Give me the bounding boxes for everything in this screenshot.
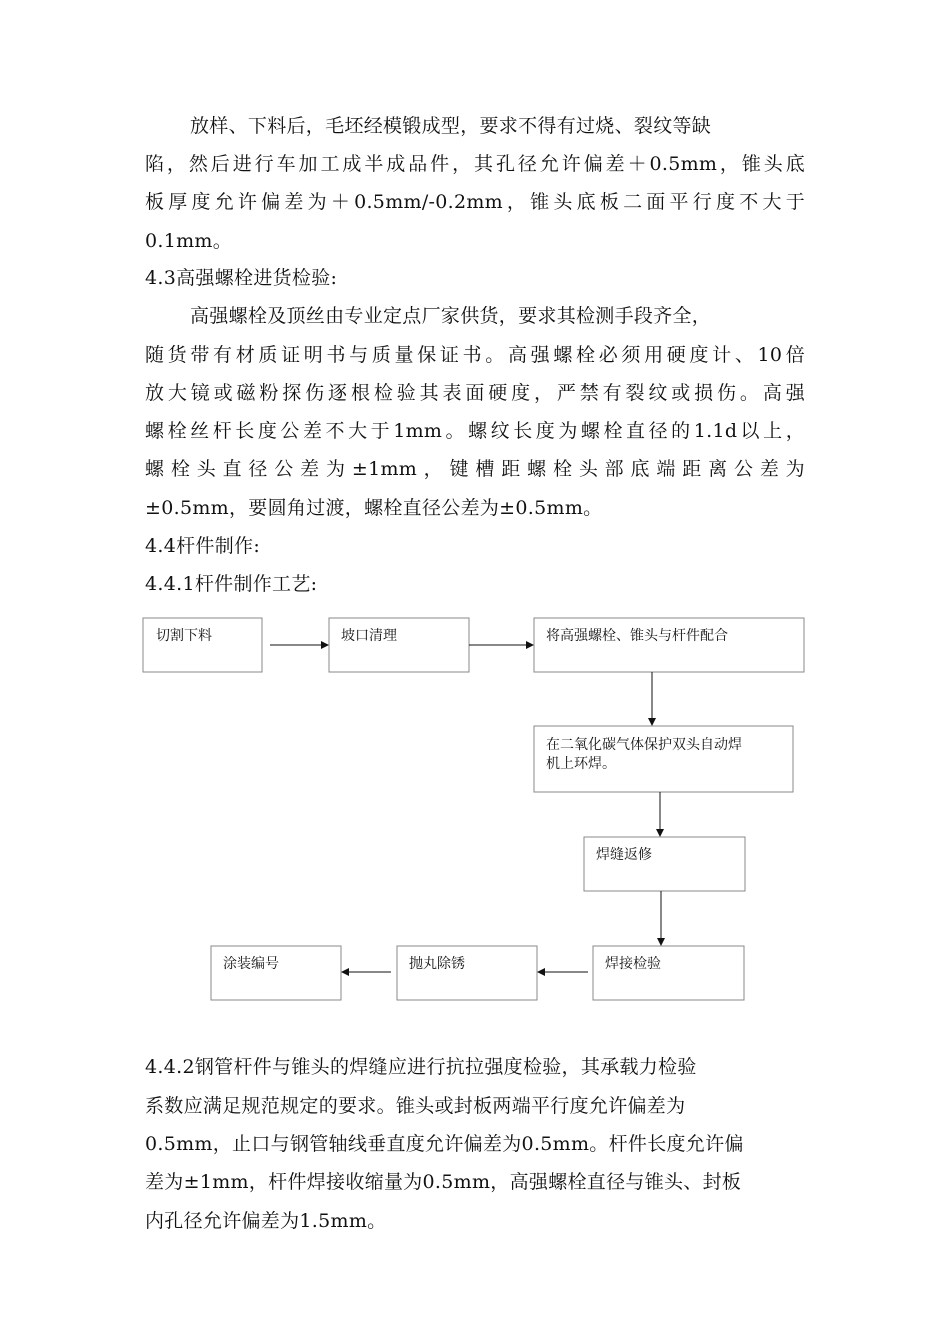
step-assemble-box bbox=[534, 618, 804, 672]
step-paint-label: 涂装编号 bbox=[223, 956, 279, 972]
step-repair-box bbox=[584, 837, 745, 891]
intro-line-1: 放样、下料后，毛坯经模锻成型，要求不得有过烧、裂纹等缺 bbox=[190, 115, 712, 137]
section-4-4-heading: 4.4杆件制作: bbox=[145, 535, 261, 557]
step-weld-label-line-1: 在二氧化碳气体保护双头自动焊 bbox=[546, 737, 742, 753]
section-4-3-line-2: 随货带有材质证明书与质量保证书。高强螺栓必须用硬度计、10倍 bbox=[145, 344, 805, 366]
section-4-4-2-line-1: 4.4.2钢管杆件与锥头的焊缝应进行抗拉强度检验，其承载力检验 bbox=[145, 1056, 697, 1078]
intro-line-2: 陷，然后进行车加工成半成品件，其孔径允许偏差＋0.5mm，锥头底 bbox=[145, 153, 805, 175]
step-cut-label: 切割下料 bbox=[156, 628, 212, 644]
section-4-3-line-1: 高强螺栓及顶丝由专业定点厂家供货，要求其检测手段齐全， bbox=[190, 305, 712, 327]
section-4-3-line-4: 螺栓丝杆长度公差不大于1mm。螺纹长度为螺栓直径的1.1d以上， bbox=[145, 420, 805, 442]
step-weld-label-line-2: 机上环焊。 bbox=[546, 756, 616, 772]
section-4-4-2-line-5: 内孔径允许偏差为1.5mm。 bbox=[145, 1210, 387, 1232]
step-assemble-label: 将高强螺栓、锥头与杆件配合 bbox=[546, 628, 728, 644]
intro-line-3: 板厚度允许偏差为＋0.5mm/-0.2mm，锥头底板二面平行度不大于 bbox=[145, 191, 805, 213]
section-4-4-1-heading: 4.4.1杆件制作工艺: bbox=[145, 573, 318, 595]
section-4-4-2-line-4: 差为±1mm，杆件焊接收缩量为0.5mm，高强螺栓直径与锥头、封板 bbox=[145, 1171, 742, 1193]
step-repair-label: 焊缝返修 bbox=[596, 847, 652, 863]
step-bevel-label: 坡口清理 bbox=[341, 628, 397, 644]
step-bevel-box bbox=[329, 618, 469, 672]
step-shot-blast-label: 抛丸除锈 bbox=[409, 956, 465, 972]
section-4-3-line-5: 螺栓头直径公差为±1mm，键槽距螺栓头部底端距离公差为 bbox=[145, 458, 805, 480]
section-4-3-heading: 4.3高强螺栓进货检验: bbox=[145, 267, 338, 289]
section-4-4-2-line-2: 系数应满足规范规定的要求。锥头或封板两端平行度允许偏差为 bbox=[145, 1095, 686, 1117]
step-cut-box bbox=[143, 618, 262, 672]
section-4-3-line-6: ±0.5mm，要圆角过渡，螺栓直径公差为±0.5mm。 bbox=[145, 497, 603, 519]
intro-line-4: 0.1mm。 bbox=[145, 230, 233, 252]
step-inspect-label: 焊接检验 bbox=[605, 956, 661, 972]
step-shot-blast-box bbox=[397, 946, 537, 1000]
section-4-4-2-line-3: 0.5mm，止口与钢管轴线垂直度允许偏差为0.5mm。杆件长度允许偏 bbox=[145, 1133, 744, 1155]
section-4-3-line-3: 放大镜或磁粉探伤逐根检验其表面硬度，严禁有裂纹或损伤。高强 bbox=[145, 382, 805, 404]
step-paint-box bbox=[211, 946, 341, 1000]
step-inspect-box bbox=[593, 946, 744, 1000]
